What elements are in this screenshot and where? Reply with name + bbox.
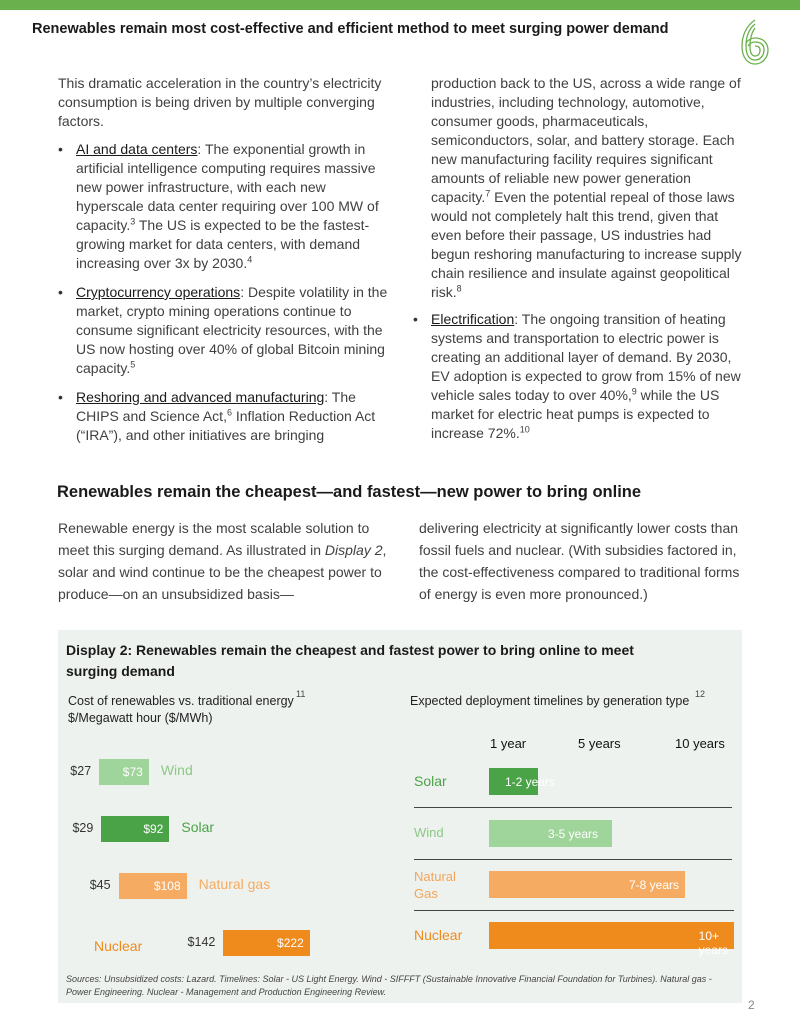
section-right-paragraph: delivering electricity at significantly lower costs than fossil fuels and nuclear. (With subsidies factored in, the cost-effectiveness compared to traditional forms of energy is even more pronounced.) [419,520,740,602]
bullet-text: Inflation Reduction Act (“IRA”), and other initiatives are bringing [76,408,376,443]
timeline-row-divider [414,859,732,860]
display-title: Display 2: Renewables remain the cheapest and fastest power to bring online to meet surging demand [66,642,634,679]
section-heading: Renewables remain the cheapest—and fastest—new power to bring online [57,483,642,501]
timeline-bar-label: 7-8 years [628,878,679,892]
paragraph-text: Renewable energy is the most scalable solution to meet this surging demand. As illustrated in [58,520,370,558]
timeline-category-label: Nuclear [414,927,463,943]
timeline-bar-nuclear [489,922,734,949]
cost-high-label: $222 [277,936,304,950]
intro-paragraph: This dramatic acceleration in the country’s electricity consumption is being driven by multiple converging factors. [58,75,382,129]
timeline-row-divider [414,910,734,911]
right-column-bullets [413,310,751,453]
timeline-category-label: Natural [414,869,456,884]
sources-note: Sources: Unsubsidized costs: Lazard. Timelines: Solar - US Light Energy. Wind - SIFFFT (Sustainable Innovative Financial Foundation for Turbines). Natural gas - Power Engineering. Nuclear - Management and Production Engineering Review. [66,974,712,997]
display-reference: Display 2 [324,542,383,558]
bullet-electrification [413,310,751,443]
bullet-text: : Despite volatility in the market, crypto mining operations continue to consume significant electricity resources, with the US now hosting over 40% of global Bitcoin mining capacity. [76,284,388,376]
timeline-axis-tick: 5 years [578,736,621,751]
bullet-text: The US is expected to be the fastest-growing market for data centers, with demand increasing over 3x by 2030. [76,217,370,271]
paragraph-text: , solar and wind continue to be the cheapest power to produce—on an unsubsidized basis— [58,542,387,602]
timeline-category-label: Wind [414,825,444,840]
timeline-category-label: Gas [414,886,438,901]
footnote-ref: 7 [485,188,491,199]
footnote-ref: 9 [631,386,637,397]
footnote-ref: 5 [130,359,136,370]
cost-high-label: $92 [143,822,164,836]
bullet-term: Cryptocurrency operations [76,284,241,300]
cost-low-label: $29 [72,821,94,835]
timeline-chart-title: Expected deployment timelines by generation type [410,694,690,708]
bullet-cryptocurrency [58,283,390,378]
section-left-paragraph [58,517,388,605]
bullet-text: : The CHIPS and Science Act, [76,389,356,424]
paragraph-text: Even the potential repeal of those laws would not completely halt this trend, given that even before their passage, US industries had begun reshoring manufacturing to increase supply chain resilience and insulate against geopolitical risk. [431,189,742,300]
cost-low-label: $45 [89,878,111,892]
cost-high-label: $108 [153,879,181,893]
bullet-text: while the US market for electric heat pumps is expected to increase 72%. [431,387,720,441]
cost-chart-footnote: 11 [296,689,306,699]
top-accent-bar [0,0,800,10]
cost-chart-unit: $/Megawatt hour ($/MWh) [68,711,213,725]
footnote-ref: 4 [247,254,253,265]
footnote-ref: 3 [130,216,136,227]
bullet-text: : The ongoing transition of heating systems and transportation to electric power is creating an additional layer of demand. By 2030, EV adoption is expected to grow from 15% of new vehicle sales today to over 40%, [431,311,741,403]
cost-low-label: $27 [70,764,92,778]
cost-chart-title: Cost of renewables vs. traditional energy [68,694,294,708]
cost-low-label: $142 [187,935,216,949]
left-column [58,74,390,455]
bullet-term: Reshoring and advanced manufacturing [76,389,325,405]
timeline-chart-footnote: 12 [695,689,706,699]
timeline-bar-label: 1-2 years [505,775,556,789]
display-panel [58,630,742,1003]
timeline-category-label: Solar [414,773,447,789]
footnote-ref: 6 [226,407,232,418]
timeline-bar-label: 3-5 years [547,827,598,841]
bullet-reshoring [58,388,390,445]
page-number: 2 [748,998,755,1012]
timeline-axis-tick: 1 year [490,736,527,751]
bullet-ai-data-centers [58,140,390,273]
footnote-ref: 10 [519,424,530,435]
cost-category-label: Natural gas [198,876,271,892]
continued-paragraph [431,74,751,302]
right-column [431,74,751,314]
timeline-row-divider [414,807,732,808]
bullet-term: AI and data centers [76,141,198,157]
brand-logo-icon [740,18,770,66]
bullet-text: : The exponential growth in artificial intelligence computing requires massive new power infrastructure, with each new hyperscale data center requiring over 100 MW of capacity. [76,141,379,233]
timeline-bar-label: 10+ years [698,929,728,957]
timeline-axis-tick: 10 years [675,736,725,751]
bullet-term: Electrification [431,311,515,327]
footnote-ref: 8 [456,283,462,294]
timeline-chart [58,630,742,970]
cost-category-label: Wind [160,762,193,778]
cost-high-label: $73 [122,765,143,779]
cost-category-label: Solar [181,819,215,835]
page-header-title: Renewables remain most cost-effective and efficient method to meet surging power demand [32,21,669,37]
paragraph-text: production back to the US, across a wide range of industries, including technology, automotive, consumer goods, pharmaceuticals, semiconductors, solar, and battery storage. Each new manufacturing facility requires significant amounts of reliable new power generation capacity. [431,75,741,205]
cost-category-label: Nuclear [94,938,143,954]
